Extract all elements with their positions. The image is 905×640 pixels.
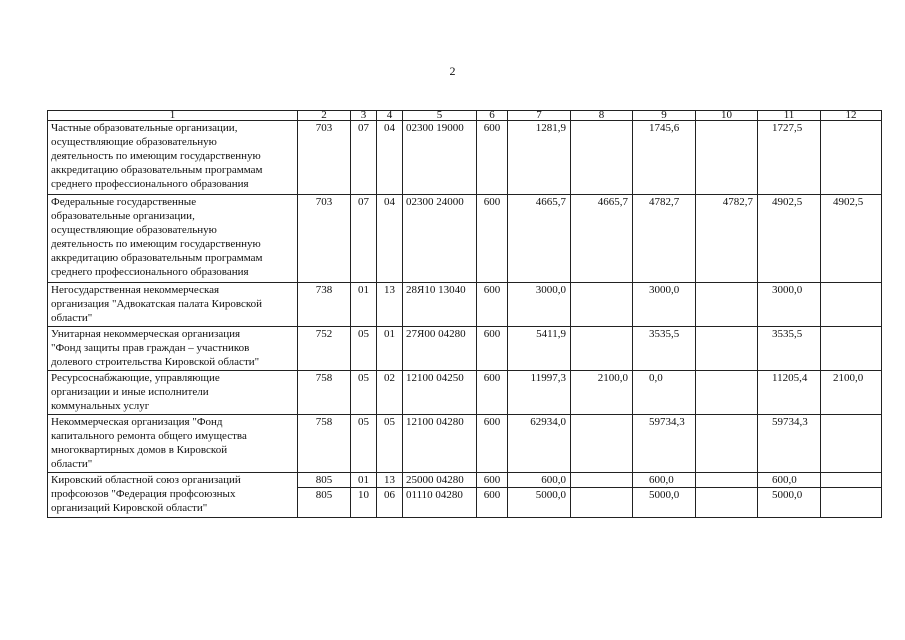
column-header: 2	[298, 111, 351, 121]
amount-cell: 600,0	[508, 473, 571, 488]
amount-cell: 4902,5	[821, 195, 882, 283]
org-name-cell: Кировский областной союз организаций профсоюзов "Федерация профсоюзных организаций Кировской области"	[48, 473, 298, 518]
ministry-code-cell: 703	[298, 121, 351, 195]
target-article-cell: 01110 04280	[403, 488, 477, 518]
amount-cell: 600,0	[758, 473, 821, 488]
org-name-cell: Ресурсоснабжающие, управляющие организации и иные исполнители коммунальных услуг	[48, 371, 298, 415]
column-header: 6	[477, 111, 508, 121]
table-row	[48, 327, 882, 371]
table-row	[48, 415, 882, 473]
amount-cell	[571, 488, 633, 518]
amount-cell	[821, 327, 882, 371]
expense-type-cell: 600	[477, 473, 508, 488]
budget-table	[47, 110, 882, 518]
amount-cell	[571, 121, 633, 195]
section-code-cell: 10	[351, 488, 377, 518]
amount-cell	[571, 473, 633, 488]
amount-cell: 4665,7	[508, 195, 571, 283]
amount-cell: 5000,0	[633, 488, 696, 518]
target-article-cell: 12100 04280	[403, 415, 477, 473]
amount-cell: 4782,7	[633, 195, 696, 283]
amount-cell	[821, 283, 882, 327]
amount-cell	[821, 415, 882, 473]
column-header: 8	[571, 111, 633, 121]
header-row	[48, 111, 882, 121]
section-code-cell: 01	[351, 473, 377, 488]
table-row	[48, 121, 882, 195]
amount-cell: 2100,0	[571, 371, 633, 415]
amount-cell: 1281,9	[508, 121, 571, 195]
amount-cell	[696, 283, 758, 327]
amount-cell	[821, 473, 882, 488]
amount-cell: 1727,5	[758, 121, 821, 195]
amount-cell	[821, 488, 882, 518]
expense-type-cell: 600	[477, 195, 508, 283]
subsection-code-cell: 01	[377, 327, 403, 371]
ministry-code-cell: 738	[298, 283, 351, 327]
amount-cell: 3000,0	[758, 283, 821, 327]
amount-cell	[696, 473, 758, 488]
subsection-code-cell: 02	[377, 371, 403, 415]
amount-cell: 5000,0	[758, 488, 821, 518]
section-code-cell: 05	[351, 327, 377, 371]
ministry-code-cell: 805	[298, 488, 351, 518]
amount-cell: 4902,5	[758, 195, 821, 283]
expense-type-cell: 600	[477, 488, 508, 518]
amount-cell	[821, 121, 882, 195]
column-header: 7	[508, 111, 571, 121]
amount-cell: 600,0	[633, 473, 696, 488]
section-code-cell: 01	[351, 283, 377, 327]
amount-cell	[571, 415, 633, 473]
subsection-code-cell: 04	[377, 121, 403, 195]
amount-cell	[696, 371, 758, 415]
target-article-cell: 28Я10 13040	[403, 283, 477, 327]
column-header: 10	[696, 111, 758, 121]
amount-cell	[571, 283, 633, 327]
ministry-code-cell: 752	[298, 327, 351, 371]
amount-cell: 3000,0	[508, 283, 571, 327]
table-row	[48, 473, 882, 488]
column-header: 11	[758, 111, 821, 121]
amount-cell: 62934,0	[508, 415, 571, 473]
ministry-code-cell: 805	[298, 473, 351, 488]
table-row	[48, 283, 882, 327]
subsection-code-cell: 13	[377, 473, 403, 488]
section-code-cell: 05	[351, 371, 377, 415]
subsection-code-cell: 05	[377, 415, 403, 473]
subsection-code-cell: 04	[377, 195, 403, 283]
amount-cell	[696, 415, 758, 473]
section-code-cell: 07	[351, 121, 377, 195]
ministry-code-cell: 758	[298, 415, 351, 473]
column-header: 5	[403, 111, 477, 121]
column-header: 3	[351, 111, 377, 121]
amount-cell: 11205,4	[758, 371, 821, 415]
column-header: 4	[377, 111, 403, 121]
amount-cell: 3000,0	[633, 283, 696, 327]
amount-cell: 2100,0	[821, 371, 882, 415]
org-name-cell: Частные образовательные организации, осуществляющие образовательную деятельность по имеющим государственную аккредитацию образовательным программам среднего профессионального образования	[48, 121, 298, 195]
amount-cell: 0,0	[633, 371, 696, 415]
expense-type-cell: 600	[477, 371, 508, 415]
column-header: 12	[821, 111, 882, 121]
subsection-code-cell: 13	[377, 283, 403, 327]
page-number: 2	[449, 64, 456, 78]
table-row	[48, 371, 882, 415]
amount-cell: 5000,0	[508, 488, 571, 518]
expense-type-cell: 600	[477, 121, 508, 195]
amount-cell	[696, 488, 758, 518]
column-header: 9	[633, 111, 696, 121]
amount-cell: 3535,5	[758, 327, 821, 371]
target-article-cell: 02300 24000	[403, 195, 477, 283]
amount-cell: 3535,5	[633, 327, 696, 371]
amount-cell: 4782,7	[696, 195, 758, 283]
amount-cell: 4665,7	[571, 195, 633, 283]
expense-type-cell: 600	[477, 415, 508, 473]
subsection-code-cell: 06	[377, 488, 403, 518]
org-name-cell: Негосударственная некоммерческая организация "Адвокатская палата Кировской области"	[48, 283, 298, 327]
ministry-code-cell: 703	[298, 195, 351, 283]
expense-type-cell: 600	[477, 327, 508, 371]
amount-cell	[696, 121, 758, 195]
org-name-cell: Унитарная некоммерческая организация "Фонд защиты прав граждан – участников долевого строительства Кировской области"	[48, 327, 298, 371]
amount-cell: 59734,3	[758, 415, 821, 473]
ministry-code-cell: 758	[298, 371, 351, 415]
org-name-cell: Некоммерческая организация "Фонд капитального ремонта общего имущества многоквартирных домов в Кировской области"	[48, 415, 298, 473]
section-code-cell: 05	[351, 415, 377, 473]
amount-cell	[696, 327, 758, 371]
target-article-cell: 25000 04280	[403, 473, 477, 488]
amount-cell: 1745,6	[633, 121, 696, 195]
section-code-cell: 07	[351, 195, 377, 283]
target-article-cell: 12100 04250	[403, 371, 477, 415]
amount-cell: 11997,3	[508, 371, 571, 415]
target-article-cell: 27Я00 04280	[403, 327, 477, 371]
table-row	[48, 195, 882, 283]
amount-cell	[571, 327, 633, 371]
amount-cell: 59734,3	[633, 415, 696, 473]
expense-type-cell: 600	[477, 283, 508, 327]
target-article-cell: 02300 19000	[403, 121, 477, 195]
column-header: 1	[48, 111, 298, 121]
org-name-cell: Федеральные государственные образовательные организации, осуществляющие образовательную деятельность по имеющим государственную аккредитацию образовательным программам среднего профессионального образования	[48, 195, 298, 283]
amount-cell: 5411,9	[508, 327, 571, 371]
